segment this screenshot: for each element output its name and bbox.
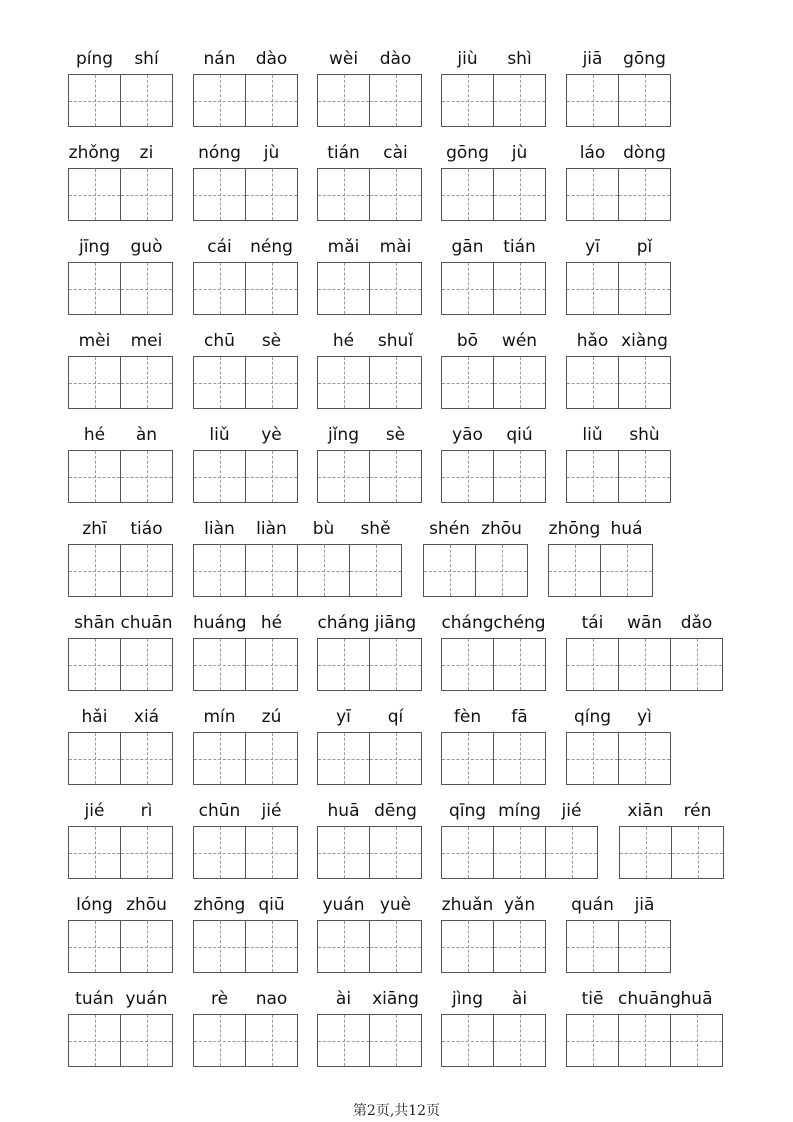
pinyin-label: tuán (75, 989, 114, 1009)
word-group (68, 236, 173, 262)
writing-box[interactable] (120, 168, 173, 221)
word-group (317, 236, 422, 262)
word-group (193, 894, 298, 920)
writing-box[interactable] (245, 74, 298, 127)
pinyin-label: qiū (258, 895, 285, 915)
word-group (193, 142, 298, 168)
pinyin-label: dòng (623, 143, 666, 163)
pinyin-label: fèn (453, 707, 482, 727)
writing-box[interactable] (493, 262, 546, 315)
writing-box[interactable] (120, 74, 173, 127)
pinyin-label: àn (135, 425, 158, 445)
writing-box[interactable] (493, 1014, 546, 1067)
pinyin-label: jù (511, 143, 528, 163)
writing-box[interactable] (245, 732, 298, 785)
word-group (193, 330, 298, 356)
writing-box[interactable] (68, 356, 121, 409)
writing-box[interactable] (493, 74, 546, 127)
writing-box[interactable] (670, 638, 723, 691)
pinyin-label: tián (327, 143, 360, 163)
writing-box[interactable] (193, 1014, 246, 1067)
writing-box[interactable] (68, 920, 121, 973)
writing-box[interactable] (369, 450, 422, 503)
pinyin-label: néng (250, 237, 293, 257)
pinyin-label: jiù (457, 49, 478, 69)
writing-box[interactable] (441, 356, 494, 409)
writing-box[interactable] (618, 262, 671, 315)
pinyin-label: tián (503, 237, 536, 257)
pinyin-label: chū (204, 331, 235, 351)
word-group (193, 518, 402, 544)
word-group (441, 894, 546, 920)
writing-box[interactable] (566, 450, 619, 503)
pinyin-label: cháng (317, 613, 370, 633)
word-group (619, 800, 724, 826)
pinyin-label: mei (130, 331, 163, 351)
writing-box[interactable] (369, 74, 422, 127)
pinyin-label: sè (385, 425, 406, 445)
pinyin-label: dào (255, 49, 288, 69)
word-group (548, 518, 653, 544)
pinyin-label: chuāng (618, 989, 681, 1009)
word-group (566, 706, 671, 732)
writing-box[interactable] (671, 826, 724, 879)
pinyin-label: shì (507, 49, 532, 69)
word-group (193, 236, 298, 262)
writing-box[interactable] (369, 168, 422, 221)
writing-box[interactable] (68, 168, 121, 221)
writing-box[interactable] (317, 450, 370, 503)
writing-box[interactable] (618, 732, 671, 785)
writing-box[interactable] (193, 638, 246, 691)
pinyin-label: hé (332, 331, 355, 351)
pinyin-label: pǐ (636, 237, 653, 257)
writing-box[interactable] (245, 262, 298, 315)
writing-box[interactable] (193, 450, 246, 503)
pinyin-label: cái (207, 237, 232, 257)
pinyin-label: yī (336, 707, 351, 727)
writing-box[interactable] (317, 732, 370, 785)
writing-box[interactable] (369, 638, 422, 691)
word-group (193, 48, 298, 74)
pinyin-label: chuān (120, 613, 173, 633)
writing-box[interactable] (566, 262, 619, 315)
writing-box[interactable] (618, 356, 671, 409)
word-group (68, 142, 173, 168)
word-group (68, 894, 173, 920)
writing-box[interactable] (548, 544, 601, 597)
word-group (566, 330, 671, 356)
pinyin-label: dǎo (680, 613, 713, 633)
word-group (317, 894, 422, 920)
word-group (317, 612, 422, 638)
writing-box[interactable] (245, 1014, 298, 1067)
pinyin-label: lóng (76, 895, 113, 915)
pinyin-label: jīng (78, 237, 110, 257)
pinyin-label: shí (134, 49, 159, 69)
pinyin-label: nao (255, 989, 288, 1009)
writing-box[interactable] (193, 168, 246, 221)
word-group (317, 48, 422, 74)
writing-box[interactable] (618, 1014, 671, 1067)
writing-box[interactable] (120, 826, 173, 879)
pinyin-label: hé (83, 425, 106, 445)
writing-box[interactable] (297, 544, 350, 597)
pinyin-label: jù (263, 143, 280, 163)
word-group (441, 330, 546, 356)
writing-box[interactable] (369, 732, 422, 785)
writing-box[interactable] (120, 544, 173, 597)
pinyin-label: hǎi (81, 707, 108, 727)
pinyin-label: jǐng (327, 425, 359, 445)
writing-box[interactable] (68, 1014, 121, 1067)
writing-box[interactable] (120, 262, 173, 315)
word-group (441, 988, 546, 1014)
writing-box[interactable] (618, 638, 671, 691)
pinyin-label: shuǐ (377, 331, 414, 351)
word-group (193, 988, 298, 1014)
word-group (566, 894, 671, 920)
writing-box[interactable] (369, 262, 422, 315)
writing-box[interactable] (120, 638, 173, 691)
writing-box[interactable] (566, 732, 619, 785)
pinyin-label: zhǒng (68, 143, 121, 163)
writing-box[interactable] (423, 544, 476, 597)
writing-box[interactable] (441, 638, 494, 691)
writing-box[interactable] (68, 732, 121, 785)
pinyin-label: xiá (133, 707, 160, 727)
word-group (441, 142, 546, 168)
pinyin-label: liàn (256, 519, 287, 539)
word-group (317, 330, 422, 356)
writing-box[interactable] (193, 356, 246, 409)
writing-box[interactable] (618, 920, 671, 973)
word-group (317, 142, 422, 168)
pinyin-label: cài (383, 143, 408, 163)
pinyin-label: xiàng (621, 331, 668, 351)
pinyin-label: zi (139, 143, 154, 163)
writing-box[interactable] (68, 544, 121, 597)
writing-box[interactable] (566, 74, 619, 127)
writing-box[interactable] (68, 826, 121, 879)
writing-box[interactable] (493, 826, 546, 879)
writing-box[interactable] (493, 732, 546, 785)
pinyin-label: mèi (78, 331, 111, 351)
writing-box[interactable] (566, 638, 619, 691)
writing-box[interactable] (493, 920, 546, 973)
pinyin-label: tiáo (130, 519, 163, 539)
writing-box[interactable] (369, 1014, 422, 1067)
writing-box[interactable] (317, 74, 370, 127)
writing-box[interactable] (317, 168, 370, 221)
writing-box[interactable] (566, 920, 619, 973)
pinyin-label: rén (683, 801, 712, 821)
pinyin-label: nán (203, 49, 236, 69)
word-group (317, 800, 422, 826)
pinyin-label: huáng (193, 613, 247, 633)
pinyin-label: fā (511, 707, 528, 727)
word-group (68, 706, 173, 732)
writing-box[interactable] (120, 732, 173, 785)
pinyin-label: zú (261, 707, 282, 727)
pinyin-label: jìng (451, 989, 483, 1009)
writing-box[interactable] (441, 168, 494, 221)
writing-box[interactable] (317, 1014, 370, 1067)
word-group (441, 236, 546, 262)
writing-box[interactable] (245, 450, 298, 503)
writing-box[interactable] (68, 74, 121, 127)
pinyin-label: ài (335, 989, 352, 1009)
writing-box[interactable] (245, 638, 298, 691)
pinyin-label: mín (203, 707, 236, 727)
page-footer: 第2页,共12页 (352, 1103, 441, 1119)
word-group (441, 800, 598, 826)
word-group (566, 988, 723, 1014)
writing-box[interactable] (120, 920, 173, 973)
writing-box[interactable] (245, 920, 298, 973)
writing-box[interactable] (493, 450, 546, 503)
writing-box[interactable] (441, 732, 494, 785)
word-group (566, 142, 671, 168)
writing-box[interactable] (566, 1014, 619, 1067)
pinyin-label: shě (360, 519, 391, 539)
writing-box[interactable] (68, 638, 121, 691)
word-group (68, 424, 173, 450)
word-group (441, 48, 546, 74)
writing-box[interactable] (68, 262, 121, 315)
word-group (423, 518, 528, 544)
pinyin-label: liǔ (209, 425, 230, 445)
pinyin-label: jiāng (374, 613, 417, 633)
pinyin-label: cháng (441, 613, 494, 633)
pinyin-label: yì (637, 707, 652, 727)
pinyin-label: rè (210, 989, 229, 1009)
writing-box[interactable] (566, 168, 619, 221)
pinyin-label: mài (379, 237, 412, 257)
writing-box[interactable] (193, 920, 246, 973)
writing-box[interactable] (245, 826, 298, 879)
writing-box[interactable] (441, 450, 494, 503)
pinyin-label: qíng (573, 707, 612, 727)
pinyin-label: bù (312, 519, 335, 539)
writing-box[interactable] (68, 450, 121, 503)
word-group (68, 518, 173, 544)
word-group (317, 424, 422, 450)
pinyin-label: huā (327, 801, 360, 821)
pinyin-label: shān (74, 613, 115, 633)
pinyin-label: yuán (125, 989, 168, 1009)
writing-box[interactable] (193, 544, 246, 597)
pinyin-label: xiāng (372, 989, 419, 1009)
pinyin-label: zhōu (481, 519, 522, 539)
writing-box[interactable] (369, 826, 422, 879)
word-group (193, 424, 298, 450)
writing-box[interactable] (317, 920, 370, 973)
writing-box[interactable] (193, 262, 246, 315)
pinyin-label: zhōng (548, 519, 601, 539)
pinyin-label: qīng (448, 801, 487, 821)
pinyin-label: píng (75, 49, 114, 69)
pinyin-label: shén (429, 519, 470, 539)
pinyin-label: zhōng (193, 895, 246, 915)
pinyin-label: jié (84, 801, 105, 821)
pinyin-label: yè (261, 425, 282, 445)
pinyin-label: jié (261, 801, 282, 821)
writing-box[interactable] (245, 168, 298, 221)
pinyin-label: hǎo (576, 331, 609, 351)
pinyin-label: dào (379, 49, 412, 69)
pinyin-label: wén (501, 331, 538, 351)
pinyin-label: liàn (204, 519, 235, 539)
writing-box[interactable] (493, 638, 546, 691)
writing-box[interactable] (193, 74, 246, 127)
word-group (68, 330, 173, 356)
pinyin-label: sè (261, 331, 282, 351)
writing-box[interactable] (245, 544, 298, 597)
writing-box[interactable] (369, 920, 422, 973)
writing-box[interactable] (441, 1014, 494, 1067)
word-group (566, 236, 671, 262)
writing-box[interactable] (245, 356, 298, 409)
word-group (317, 988, 422, 1014)
writing-box[interactable] (566, 356, 619, 409)
word-group (566, 48, 671, 74)
pinyin-label: chūn (198, 801, 241, 821)
writing-box[interactable] (317, 826, 370, 879)
pinyin-label: shù (629, 425, 660, 445)
word-group (441, 424, 546, 450)
pinyin-label: gān (451, 237, 484, 257)
pinyin-label: xiān (627, 801, 664, 821)
pinyin-label: qí (387, 707, 404, 727)
pinyin-label: zhōu (126, 895, 167, 915)
writing-box[interactable] (493, 168, 546, 221)
pinyin-label: míng (498, 801, 541, 821)
writing-box[interactable] (349, 544, 402, 597)
pinyin-label: gōng (623, 49, 666, 69)
writing-box[interactable] (193, 732, 246, 785)
pinyin-label: ài (511, 989, 528, 1009)
writing-box[interactable] (369, 356, 422, 409)
pinyin-label: wèi (328, 49, 359, 69)
pinyin-label: zhuǎn (441, 895, 494, 915)
writing-box[interactable] (120, 356, 173, 409)
word-group (193, 706, 298, 732)
pinyin-label: liǔ (582, 425, 603, 445)
word-group (193, 612, 298, 638)
pinyin-label: yuán (322, 895, 365, 915)
writing-box[interactable] (600, 544, 653, 597)
writing-box[interactable] (317, 356, 370, 409)
writing-box[interactable] (120, 1014, 173, 1067)
word-group (193, 800, 298, 826)
pinyin-label: qiú (506, 425, 533, 445)
pinyin-label: hé (260, 613, 283, 633)
pinyin-label: quán (571, 895, 614, 915)
pinyin-label: jiā (582, 49, 603, 69)
pinyin-label: chéng (493, 613, 546, 633)
pinyin-label: dēng (374, 801, 417, 821)
pinyin-label: huā (680, 989, 713, 1009)
writing-box[interactable] (317, 638, 370, 691)
writing-box[interactable] (618, 74, 671, 127)
word-group (68, 988, 173, 1014)
word-group (441, 612, 546, 638)
pinyin-label: láo (579, 143, 606, 163)
writing-box[interactable] (545, 826, 598, 879)
pinyin-label: tái (581, 613, 604, 633)
pinyin-label: jié (561, 801, 582, 821)
writing-box[interactable] (618, 450, 671, 503)
writing-box[interactable] (475, 544, 528, 597)
pinyin-label: yǎn (503, 895, 536, 915)
writing-box[interactable] (493, 356, 546, 409)
pinyin-label: gōng (446, 143, 489, 163)
word-group (566, 612, 723, 638)
writing-box[interactable] (441, 826, 494, 879)
pinyin-label: guò (130, 237, 163, 257)
pinyin-label: yāo (452, 425, 483, 445)
pinyin-label: huá (610, 519, 643, 539)
writing-box[interactable] (441, 920, 494, 973)
word-group (566, 424, 671, 450)
writing-box[interactable] (618, 168, 671, 221)
pinyin-label: jiā (634, 895, 655, 915)
pinyin-label: tiē (581, 989, 604, 1009)
pinyin-label: bō (456, 331, 479, 351)
writing-box[interactable] (441, 262, 494, 315)
pinyin-label: mǎi (327, 237, 360, 257)
pinyin-label: zhī (82, 519, 107, 539)
word-group (68, 48, 173, 74)
writing-box[interactable] (193, 826, 246, 879)
writing-box[interactable] (619, 826, 672, 879)
pinyin-label: yī (585, 237, 600, 257)
word-group (68, 800, 173, 826)
word-group (68, 612, 173, 638)
writing-box[interactable] (317, 262, 370, 315)
pinyin-label: yuè (379, 895, 412, 915)
writing-box[interactable] (120, 450, 173, 503)
word-group (441, 706, 546, 732)
writing-box[interactable] (670, 1014, 723, 1067)
word-group (317, 706, 422, 732)
pinyin-label: wān (626, 613, 663, 633)
pinyin-label: rì (140, 801, 153, 821)
pinyin-label: nóng (198, 143, 241, 163)
writing-box[interactable] (441, 74, 494, 127)
